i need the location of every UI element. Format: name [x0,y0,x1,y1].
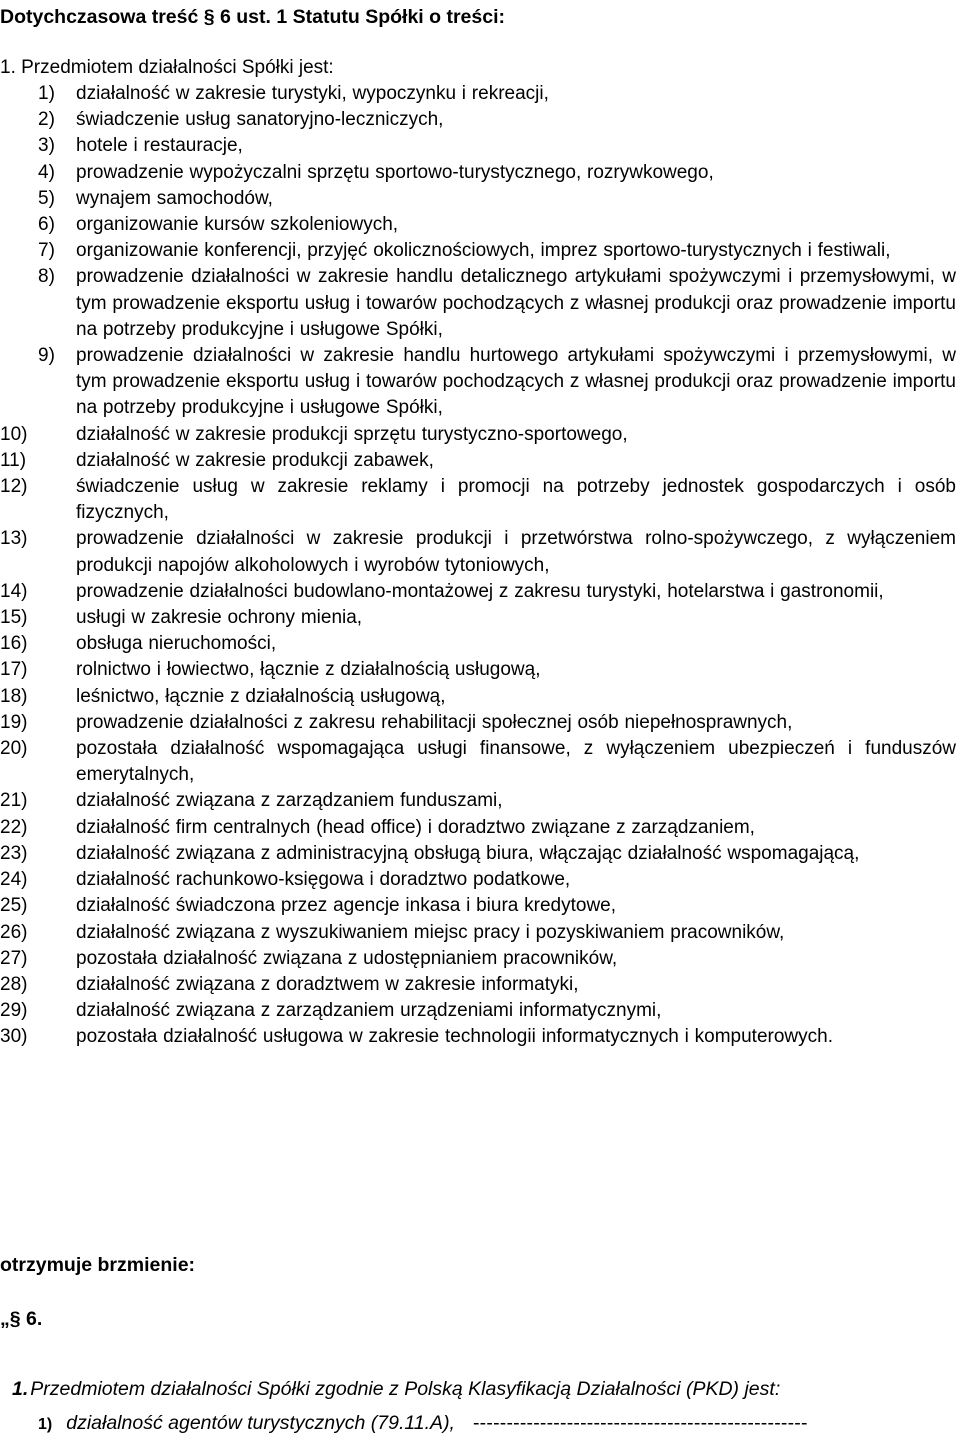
list-item-text: obsługa nieruchomości, [76,633,277,655]
list-item-text: prowadzenie działalności z zakresu rehabilitacji społecznej osób niepełnosprawnych, [76,711,793,733]
list-item [0,474,956,526]
list-item-text: usługi w zakresie ochrony mienia, [76,607,363,629]
list-item [0,631,956,657]
list-item-number: 1) [38,83,55,104]
list-item-number: 8) [38,266,55,288]
list-item [0,107,956,133]
list-item-number: 5) [38,187,55,209]
list-item-text: prowadzenie wypożyczalni sprzętu sportowo-turystycznego, rozrywkowego, [76,161,714,183]
list-item-number: 13) [0,528,28,550]
list-item [0,736,956,788]
new-item [38,1410,808,1438]
list-item-text: hotele i restauracje, [76,135,243,157]
list-item-number: 24) [0,869,28,891]
list-item [0,133,956,159]
list-item-number: 7) [38,240,55,262]
list-item-number: 4) [38,161,55,183]
list-item-number: 20) [0,738,28,760]
list-item-text: działalność w zakresie turystyki, wypoczynku i rekreacji, [76,83,549,104]
list-item [0,343,956,422]
list-item [0,710,956,736]
list-item [0,238,956,264]
list-item [0,657,956,683]
list-item-text: organizowanie kursów szkoleniowych, [76,214,399,236]
list-item-number: 10) [0,423,28,445]
new-item-dashes: -------------------------------------------------- [472,1412,808,1434]
list-item [0,684,956,710]
list-item-number: 25) [0,895,28,917]
list-item-number: 12) [0,476,28,498]
list-item-number: 30) [0,1026,28,1048]
list-item-number: 27) [0,947,28,969]
list-item-text: działalność rachunkowo-księgowa i doradztwo podatkowe, [76,869,571,891]
list-item-text: pozostała działalność wspomagająca usługi finansowe, z wyłączeniem ubezpieczeń i funduszów emerytalnych, [76,738,956,786]
list-item [0,186,956,212]
list-item-text: pozostała działalność związana z udostępnianiem pracowników, [76,947,618,969]
list-item-text: działalność związana z zarządzaniem funduszami, [76,790,503,812]
list-item [0,422,956,448]
new-point [12,1376,780,1402]
list-item-text: prowadzenie działalności budowlano-montażowej z zakresu turystyki, hotelarstwa i gastronomii, [76,580,884,602]
list-item-number: 28) [0,973,28,995]
list-item [0,526,956,578]
list-item-number: 18) [0,685,28,707]
list-item-text: prowadzenie działalności w zakresie handlu hurtowego artykułami spożywczymi i przemysłowymi, w tym prowadzenie eksportu usług i towarów pochodzących z własnej produkcji oraz prowadzenie importu na potrzeby produkcyjne i usługowe Spółki, [76,345,956,419]
list-item [0,998,956,1024]
list-item [0,81,956,107]
list-item-text: świadczenie usług w zakresie reklamy i promocji na potrzeby jednostek gospodarczych i osób fizycznych, [76,476,956,524]
list-item-number: 9) [38,345,55,367]
list-item-text: działalność związana z administracyjną obsługą biura, włączając działalność wspomagającą, [76,842,860,864]
document-heading: Dotychczasowa treść § 6 ust. 1 Statutu Spółki o treści: [0,6,505,28]
new-item-text: działalność agentów turystycznych (79.11.A), [66,1412,455,1434]
list-item [0,448,956,474]
list-item-number: 23) [0,842,28,864]
list-item-text: wynajem samochodów, [76,187,273,209]
list-item [0,893,956,919]
list-item [0,212,956,238]
list-item-text: działalność świadczona przez agencje inkasa i biura kredytowe, [76,895,617,917]
list-item-number: 3) [38,135,55,157]
list-item-number: 29) [0,1000,28,1022]
list-item [0,920,956,946]
list-item [0,160,956,186]
list-item [0,1024,956,1050]
list-item-text: pozostała działalność usługowa w zakresie technologii informatycznych i komputerowych. [76,1026,833,1048]
intro-paragraph: 1. Przedmiotem działalności Spółki jest: [0,57,334,78]
list-item-text: działalność związana z zarządzaniem urządzeniami informatycznymi, [76,1000,662,1022]
list-item [0,946,956,972]
new-point-number: 1. [12,1378,29,1400]
list-item-text: działalność firm centralnych (head office) i doradztwo związane z zarządzaniem, [76,816,755,838]
list-item-number: 16) [0,633,28,655]
list-item [0,867,956,893]
list-item [0,605,956,631]
list-item-number: 22) [0,816,28,838]
list-item-number: 11) [0,449,27,471]
new-point-text: Przedmiotem działalności Spółki zgodnie z Polską Klasyfikacją Działalności (PKD) jest: [30,1378,781,1400]
list-item [0,841,956,867]
list-item-text: działalność w zakresie produkcji zabawek, [76,449,434,471]
paragraph-label: „§ 6. [0,1308,43,1330]
list-item-number: 17) [0,659,28,681]
list-item-text: rolnictwo i łowiectwo, łącznie z działalnością usługową, [76,659,541,681]
list-item-text: organizowanie konferencji, przyjęć okolicznościowych, imprez sportowo-turystycznych i festiwali, [76,240,891,262]
list-item-number: 26) [0,921,28,943]
list-item-number: 2) [38,109,55,131]
list-item-number: 6) [38,214,55,236]
list-item [0,815,956,841]
list-item [0,579,956,605]
list-item-text: działalność związana z doradztwem w zakresie informatyki, [76,973,579,995]
list-item-number: 21) [0,790,28,812]
list-item-number: 15) [0,607,28,629]
new-item-number: 1) [38,1416,53,1433]
list-item-text: prowadzenie działalności w zakresie handlu detalicznego artykułami spożywczymi i przemysłowymi, w tym prowadzenie eksportu usług i towarów pochodzących z własnej produkcji oraz prowadzenie importu na potrzeby produkcyjne i usługowe Spółki, [76,266,956,340]
list-item-number: 19) [0,711,28,733]
list-item-text: świadczenie usług sanatoryjno-leczniczych, [76,109,444,131]
replacement-label: otrzymuje brzmienie: [0,1254,196,1276]
list-item-text: prowadzenie działalności w zakresie produkcji i przetwórstwa rolno-spożywczego, z wyłączeniem produkcji napojów alkoholowych i wyrobów tytoniowych, [76,528,956,576]
list-item [0,264,956,343]
list-item [0,788,956,814]
list-item-text: leśnictwo, łącznie z działalnością usługową, [76,685,446,707]
list-item-text: działalność w zakresie produkcji sprzętu turystyczno-sportowego, [76,423,628,445]
list-item-text: działalność związana z wyszukiwaniem miejsc pracy i pozyskiwaniem pracowników, [76,921,785,943]
list-item-number: 14) [0,580,28,602]
list-item [0,972,956,998]
activities-list [0,81,956,1051]
